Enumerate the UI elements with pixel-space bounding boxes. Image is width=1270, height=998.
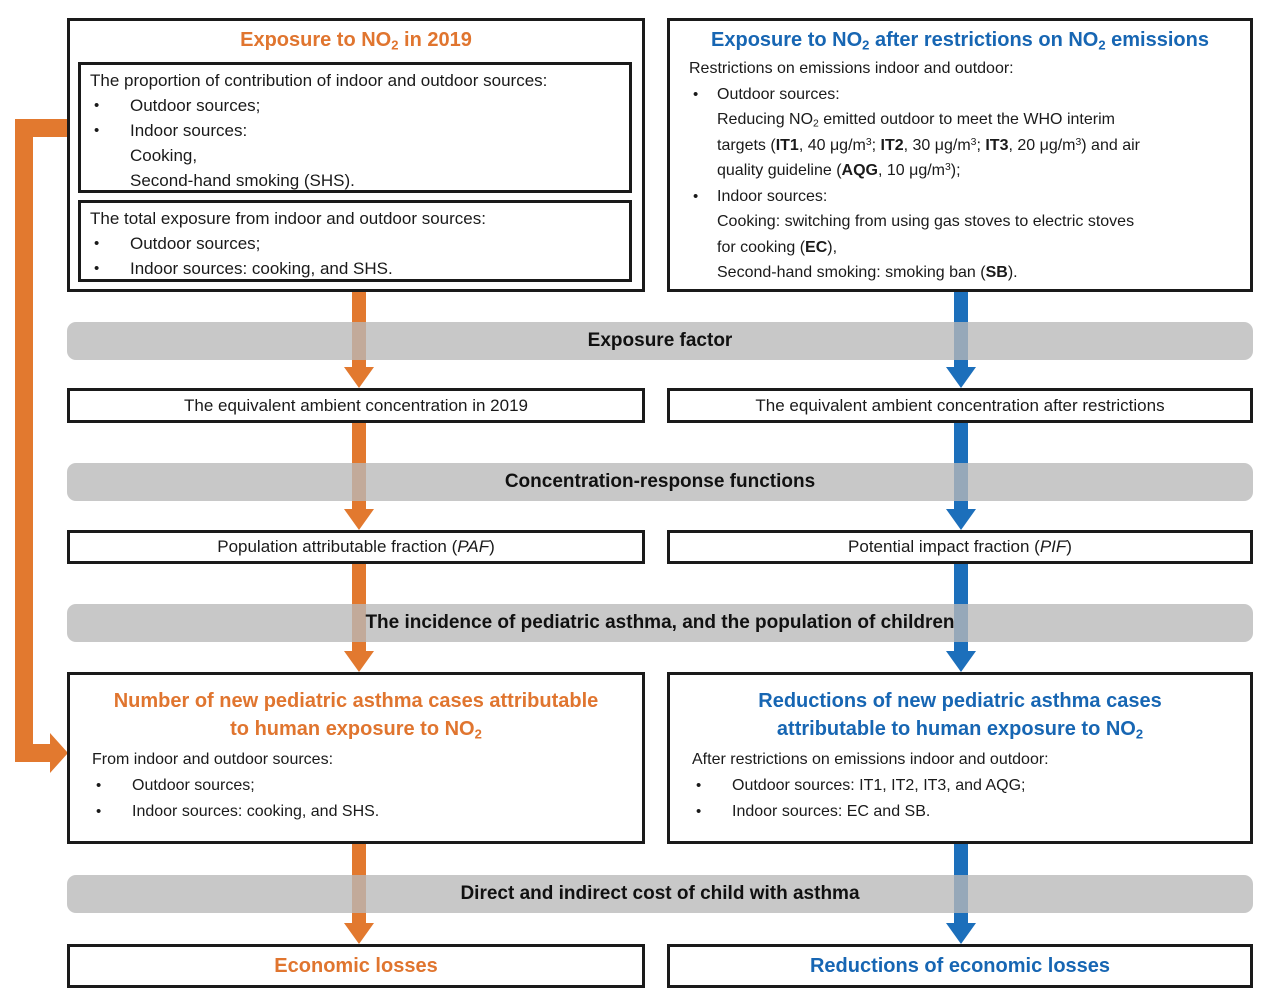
restrictions-intro: Restrictions on emissions indoor and outdoor: [689, 60, 1014, 77]
asthma-cases-box [67, 672, 645, 844]
paf-box [67, 530, 645, 564]
list-item [689, 235, 1232, 261]
blue-arrowhead-2-icon [946, 509, 976, 530]
band-cost-of-asthma [67, 875, 1253, 913]
list-item-text: Indoor sources: [130, 121, 248, 140]
list-item-text: Second-hand smoking: smoking ban (SB). [717, 264, 1018, 281]
list-item [90, 168, 621, 193]
economic-losses-label: Economic losses [274, 955, 438, 977]
list-item-text: Outdoor sources: IT1, IT2, IT3, and AQG; [732, 777, 1026, 794]
list-item [689, 82, 1232, 108]
band-concentration-response-label: Concentration-response functions [504, 471, 816, 492]
list-item-text: Indoor sources: cooking, and SHS. [132, 803, 380, 820]
economic-losses-reduction-label: Reductions of economic losses [809, 955, 1111, 977]
paf-label: Population attributable fraction (PAF) [217, 537, 495, 556]
total-exposure-list [90, 231, 621, 281]
restrictions-content [670, 52, 1250, 286]
band-incidence-population [67, 604, 1253, 642]
blue-arrowhead-4-icon [946, 923, 976, 944]
asthma-reductions-content [670, 743, 1250, 825]
bullet-icon: • [94, 260, 100, 277]
blue-arrowhead-1-icon [946, 367, 976, 388]
list-item [689, 260, 1232, 286]
list-item-text: Second-hand smoking (SHS). [130, 171, 355, 190]
exposure-after-restrictions-box [667, 18, 1253, 292]
list-item-text: targets (IT1, 40 $\mu g/m^3$; IT2, 30 $\mu g/m^3$; IT3, 20 $\mu g/m^3$) and air [717, 136, 1140, 154]
equivalent-concentration-after-label: The equivalent ambient concentration after restrictions [755, 395, 1165, 415]
bullet-icon: • [693, 187, 699, 205]
total-exposure-intro: The total exposure from indoor and outdoor sources: [90, 209, 486, 228]
list-item [689, 133, 1232, 159]
loop-arrow-vertical-segment [15, 119, 33, 762]
asthma-reductions-title-line2: attributable to human exposure to $NO_2$ [776, 718, 1144, 742]
asthma-reductions-box [667, 672, 1253, 844]
list-item [90, 118, 621, 143]
asthma-cases-title-line2: to human exposure to $NO_2$ [230, 718, 482, 742]
list-item-text: Indoor sources: cooking, and SHS. [130, 259, 393, 278]
band-cost-of-asthma-label: Direct and indirect cost of child with asthma [460, 883, 860, 904]
loop-arrowhead-right-icon [50, 733, 68, 773]
list-item [689, 184, 1232, 210]
asthma-reductions-intro: After restrictions on emissions indoor and outdoor: [692, 751, 1049, 768]
orange-arrowhead-3-icon [344, 651, 374, 672]
list-item-text: Cooking: switching from using gas stoves to electric stoves [717, 213, 1135, 230]
asthma-cases-title [70, 687, 642, 743]
proportion-sources-intro: The proportion of contribution of indoor and outdoor sources: [90, 71, 548, 90]
loop-arrow-bottom-segment [15, 744, 51, 762]
list-item [92, 773, 624, 799]
exposure-2019-box [67, 18, 645, 292]
equivalent-concentration-after-box [667, 388, 1253, 423]
list-item [90, 231, 621, 256]
list-item-text: quality guideline (AQG, 10 $\mu g/m^3$); [717, 161, 961, 179]
list-item-text: Indoor sources: EC and SB. [732, 803, 931, 820]
list-item-text: Outdoor sources; [130, 234, 261, 253]
blue-arrowhead-3-icon [946, 651, 976, 672]
list-item [689, 209, 1232, 235]
total-exposure-box [78, 200, 632, 282]
asthma-cases-title-line1: Number of new pediatric asthma cases attributable [113, 690, 599, 712]
pif-box [667, 530, 1253, 564]
asthma-cases-intro: From indoor and outdoor sources: [92, 751, 334, 768]
list-item-text: Outdoor sources: [717, 85, 840, 103]
pif-label: Potential impact fraction (PIF) [848, 537, 1072, 556]
bullet-icon: • [693, 85, 699, 103]
list-item [90, 256, 621, 281]
bullet-icon: • [94, 235, 100, 252]
bullet-icon: • [96, 803, 102, 820]
list-item [692, 799, 1232, 825]
restrictions-list [689, 82, 1232, 286]
list-item [90, 143, 621, 168]
band-exposure-factor-label: Exposure factor [587, 330, 733, 351]
orange-arrowhead-1-icon [344, 367, 374, 388]
list-item [689, 107, 1232, 133]
list-item-text: Outdoor sources; [130, 96, 261, 115]
band-incidence-population-label: The incidence of pediatric asthma, and the population of children [365, 612, 955, 633]
list-item [692, 773, 1232, 799]
exposure-after-restrictions-title: Exposure to $NO_2$ after restrictions on $NO_2$ emissions [711, 29, 1209, 53]
economic-losses-reduction-box [667, 944, 1253, 988]
list-item-text: Reducing $NO_2$ emitted outdoor to meet the WHO interim [717, 111, 1115, 130]
list-item [689, 158, 1232, 184]
bullet-icon: • [96, 777, 102, 794]
list-item-text: for cooking (EC), [717, 238, 838, 256]
list-item [90, 93, 621, 118]
list-item-text: Indoor sources: [717, 187, 828, 205]
equivalent-concentration-2019-box [67, 388, 645, 423]
bullet-icon: • [94, 97, 100, 114]
list-item-text: Outdoor sources; [132, 777, 255, 794]
exposure-2019-title: Exposure to $NO_2$ in 2019 [240, 29, 472, 53]
bullet-icon: • [696, 777, 702, 794]
equivalent-concentration-2019-label: The equivalent ambient concentration in 2019 [183, 395, 528, 415]
bullet-icon: • [94, 122, 100, 139]
bullet-icon: • [696, 803, 702, 820]
asthma-cases-list [92, 773, 624, 825]
band-exposure-factor [67, 322, 1253, 360]
list-item-text: Cooking, [130, 146, 198, 165]
list-item [92, 799, 624, 825]
orange-arrowhead-4-icon [344, 923, 374, 944]
asthma-reductions-title [670, 687, 1250, 743]
asthma-reductions-list [692, 773, 1232, 825]
orange-arrowhead-2-icon [344, 509, 374, 530]
asthma-cases-content [70, 743, 642, 825]
asthma-reductions-title-line1: Reductions of new pediatric asthma cases [758, 690, 1162, 712]
proportion-sources-box [78, 62, 632, 193]
economic-losses-box [67, 944, 645, 988]
band-concentration-response [67, 463, 1253, 501]
proportion-sources-list [90, 93, 621, 193]
